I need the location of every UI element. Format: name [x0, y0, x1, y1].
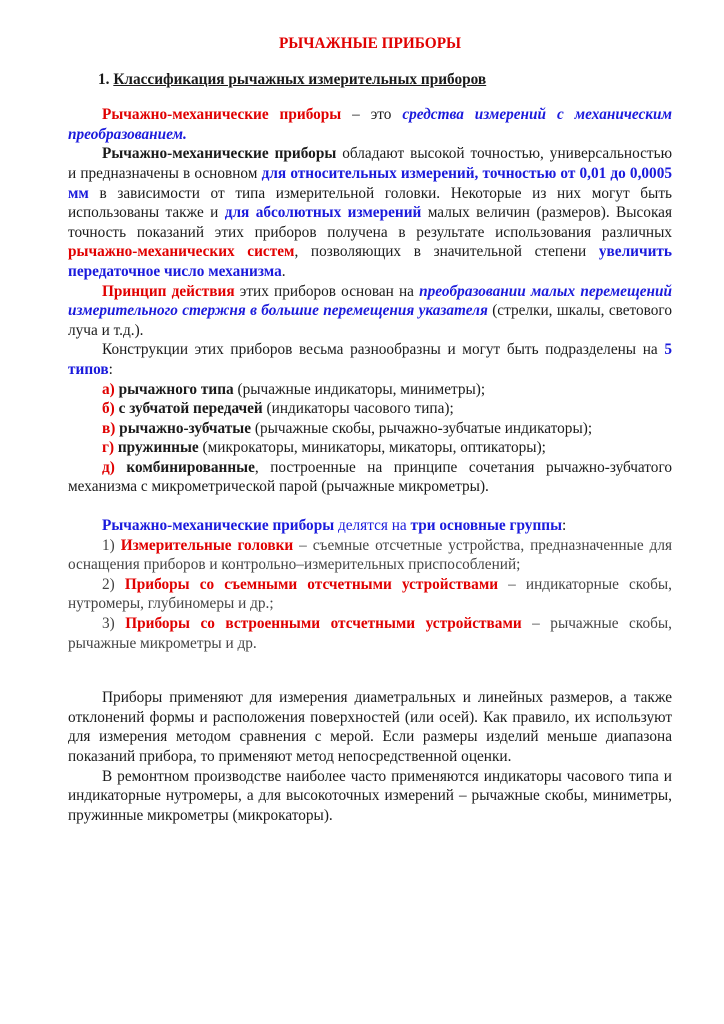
group-name: Приборы со встроенными отсчетными устройствами — [125, 615, 522, 633]
type-desc: (рычажные скобы, рычажно-зубчатые индикаторы); — [251, 419, 593, 437]
highlight-relative: для относительных измерений, — [261, 164, 479, 182]
paragraph-types-intro — [68, 340, 672, 379]
text-span: делятся на — [334, 517, 411, 535]
groups-list — [68, 536, 672, 654]
text-span: (стрелки, шкалы, светового луча и т.д.). — [68, 302, 672, 339]
types-list — [68, 380, 672, 498]
highlight-systems: рычажно-механических систем — [68, 243, 295, 261]
group-desc: – рычажные скобы, рычажные микрометры и др. — [68, 615, 672, 652]
group-name: Приборы со съемными отсчетными устройствами — [124, 575, 499, 593]
group-name: Измерительные головки — [120, 536, 294, 554]
list-item — [68, 575, 672, 614]
groups-count: три основные группы — [410, 517, 563, 535]
definition-text: средства измерений с механическим преобразованием. — [68, 106, 672, 143]
list-item — [68, 614, 672, 653]
section-heading — [98, 70, 672, 90]
list-marker: а) — [102, 380, 115, 398]
highlight-absolute: для абсолютных измерений — [224, 204, 422, 222]
list-item — [68, 458, 672, 497]
text-span: : — [108, 360, 113, 378]
text-span: . — [281, 262, 286, 280]
type-desc: (микрокаторы, миникаторы, микаторы, оптикаторы); — [198, 439, 546, 457]
list-marker: 3) — [102, 615, 126, 633]
type-name: с зубчатой передачей — [114, 400, 263, 418]
type-desc: (индикаторы часового типа); — [262, 400, 454, 418]
type-name: комбинированные — [114, 458, 255, 476]
text-span: малых величин (размеров). Высокая точность показаний этих приборов получена в результате использования различных — [68, 204, 672, 241]
term-principle: Принцип действия — [102, 282, 235, 300]
page-title: РЫЧАЖНЫЕ ПРИБОРЫ — [278, 35, 462, 52]
text-span: этих приборов основан на — [234, 282, 420, 300]
term-lever-instruments: Рычажно-механические приборы — [102, 106, 342, 124]
list-marker: д) — [102, 458, 115, 476]
section-number: 1. — [98, 70, 110, 88]
types-count: 5 типов — [68, 341, 672, 378]
list-marker: 2) — [102, 575, 125, 593]
section-heading-text: Классификация рычажных измерительных приборов — [113, 70, 487, 88]
group-desc: – индикаторные скобы, нутромеры, глубиномеры и др.; — [68, 575, 672, 613]
list-marker: в) — [102, 419, 116, 437]
highlight-accuracy: точностью от 0,01 до 0,0005 мм — [68, 164, 672, 202]
text-span: Конструкции этих приборов весьма разнообразны и могут быть подразделены на — [102, 341, 665, 359]
paragraph-application: Приборы применяют для измерения диаметральных и линейных размеров, а также отклонений формы и расположения поверхностей (или осей). Как правило, их используют для измерения методом сравнения с мерой. Если размеры изделий меньше диапазона показаний прибора, то применяют метод непосредственной оценки. — [68, 689, 672, 765]
list-marker: г) — [102, 439, 115, 457]
paragraph-repair: В ремонтном производстве наиболее часто применяются индикаторы часового типа и индикаторные нутромеры, а для высокоточных измерений – рычажные скобы, миниметры, пружинные микрометры (микрокаторы). — [68, 767, 672, 824]
text-span: , позволяющих в значительной степени — [294, 243, 599, 261]
list-item — [68, 419, 672, 439]
principle-text: преобразовании малых перемещений измерительного стержня в большие перемещения указателя — [68, 282, 672, 320]
list-item — [68, 399, 672, 419]
text-span: в зависимости от типа измерительной головки. Некоторые из них могут быть использованы также и — [68, 184, 672, 222]
paragraph-principle — [68, 282, 672, 341]
group-desc: – съемные отсчетные устройства, предназначенные для оснащения приборов и контрольно–измерительных приспособлений; — [68, 536, 672, 574]
list-item — [68, 536, 672, 575]
type-name: рычажного типа — [114, 380, 234, 398]
list-item — [68, 438, 672, 458]
term-lever-instruments: Рычажно-механические приборы — [102, 517, 335, 535]
type-name: рычажно-зубчатые — [115, 419, 252, 437]
list-item — [68, 380, 672, 400]
document-page — [68, 34, 672, 825]
highlight-ratio: увеличить передаточное число механизма — [68, 243, 673, 280]
type-desc: (рычажные индикаторы, миниметры); — [233, 380, 486, 398]
paragraph-groups-intro — [68, 516, 672, 536]
text-span: : — [562, 517, 567, 535]
paragraph-definition — [68, 105, 672, 144]
list-marker: б) — [102, 400, 115, 418]
term-lever-instruments: Рычажно-механические приборы — [102, 145, 337, 163]
text-span: – это — [341, 106, 403, 124]
paragraph-properties — [68, 144, 672, 281]
text-span: обладают высокой точностью, универсальностью и предназначены в основном — [68, 145, 672, 182]
type-desc: , построенные на принципе сочетания рычажно-зубчатого механизма с микрометрической парой (рычажные микрометры). — [68, 458, 672, 496]
type-name: пружинные — [114, 439, 199, 457]
list-marker: 1) — [102, 536, 121, 554]
